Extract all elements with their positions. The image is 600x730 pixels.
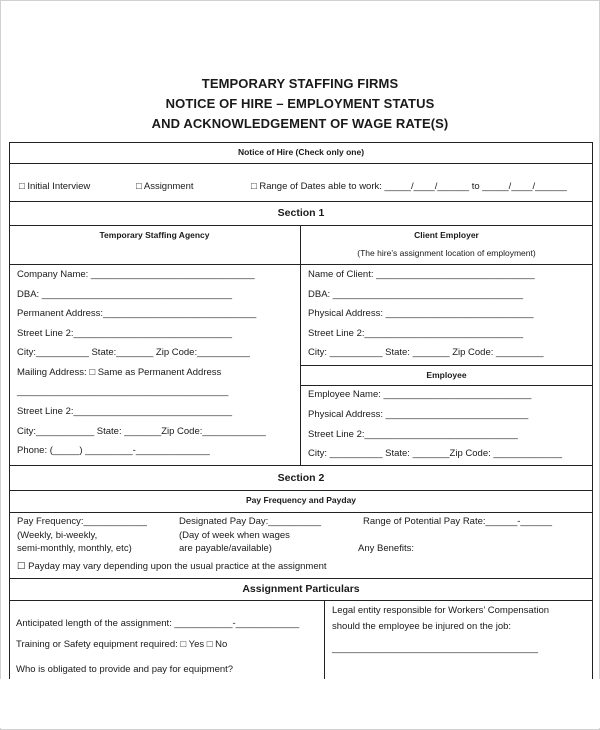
agency-header: Temporary Staffing Agency (99, 230, 210, 240)
client-street-line-2-field[interactable]: Street Line 2:______________________________ (308, 328, 524, 339)
pay-rate-range-field[interactable]: Range of Potential Pay Rate:______-______ (363, 516, 553, 527)
mailing-city-state-zip-field[interactable]: City:___________ State: _______Zip Code:____________ (17, 426, 266, 437)
permanent-address-field[interactable]: Permanent Address:_____________________________ (17, 308, 257, 319)
form-title-line-2: NOTICE OF HIRE – EMPLOYMENT STATUS (165, 96, 435, 111)
pay-frequency-hint-1: (Weekly, bi-weekly, (17, 530, 98, 541)
form-title-line-3: AND ACKNOWLEDGEMENT OF WAGE RATE(S) (151, 116, 449, 131)
checkbox-assignment[interactable]: □ Assignment (136, 181, 194, 192)
phone-field[interactable]: Phone: (_____) _________-______________ (17, 445, 210, 456)
client-physical-address-field[interactable]: Physical Address: ____________________________ (308, 308, 534, 319)
divider (300, 365, 593, 366)
section-2-header: Section 2 (277, 472, 325, 484)
divider (9, 225, 593, 226)
employee-physical-address-field[interactable]: Physical Address: ___________________________ (308, 409, 529, 420)
agency-city-state-zip-field[interactable]: City:__________ State:_______ Zip Code:__________ (17, 347, 250, 358)
client-subheader: (The hire’s assignment location of employment) (357, 248, 536, 258)
client-header: Client Employer (414, 230, 479, 240)
assignment-length-field[interactable]: Anticipated length of the assignment: ___________-____________ (16, 618, 300, 629)
workers-comp-label-1: Legal entity responsible for Workers’ Compensation (332, 605, 550, 616)
divider (9, 201, 593, 202)
client-dba-field[interactable]: DBA: ____________________________________ (308, 289, 524, 300)
employee-street-line-2-field[interactable]: Street Line 2:_____________________________ (308, 429, 518, 440)
notice-header: Notice of Hire (Check only one) (237, 147, 365, 157)
pay-frequency-field[interactable]: Pay Frequency:____________ (17, 516, 147, 527)
divider (9, 163, 593, 164)
agency-dba-field[interactable]: DBA: ____________________________________ (17, 289, 233, 300)
divider (9, 512, 593, 513)
divider (300, 225, 301, 465)
divider (324, 600, 325, 680)
divider (300, 385, 593, 386)
employee-city-state-zip-field[interactable]: City: __________ State: _______Zip Code: _____________ (308, 448, 563, 459)
workers-comp-label-2: should the employee be injured on the job: (332, 621, 512, 632)
pay-day-hint-2: are payable/available) (179, 543, 272, 554)
company-name-field[interactable]: Company Name: _______________________________ (17, 269, 255, 280)
divider (9, 264, 593, 265)
mailing-address-checkbox[interactable]: Mailing Address: □ Same as Permanent Address (17, 367, 222, 378)
agency-street-line-2-field[interactable]: Street Line 2:______________________________ (17, 328, 233, 339)
pay-frequency-hint-2: semi-monthly, monthly, etc) (17, 543, 132, 554)
equipment-obligation-question: Who is obligated to provide and pay for equipment? (16, 664, 234, 675)
section-1-header: Section 1 (277, 207, 325, 219)
checkbox-range-of-dates[interactable]: □ Range of Dates able to work: _____/____/______ to _____/____/______ (251, 181, 567, 192)
pay-frequency-header: Pay Frequency and Payday (245, 495, 357, 505)
benefits-field[interactable]: Any Benefits: (358, 543, 414, 554)
employee-header: Employee (426, 370, 467, 380)
employee-name-field[interactable]: Employee Name: ____________________________ (308, 389, 532, 400)
safety-equipment-checkbox[interactable]: Training or Safety equipment required: □ Yes □ No (16, 639, 228, 650)
mailing-address-field[interactable]: ________________________________________ (17, 386, 229, 397)
designated-pay-day-field[interactable]: Designated Pay Day:__________ (179, 516, 322, 527)
divider (9, 578, 593, 579)
payday-varies-checkbox[interactable]: ☐ Payday may vary depending upon the usual practice at the assignment (17, 561, 327, 572)
client-city-state-zip-field[interactable]: City: __________ State: _______ Zip Code: _________ (308, 347, 544, 358)
client-name-field[interactable]: Name of Client: ______________________________ (308, 269, 535, 280)
divider (9, 600, 593, 601)
page-cutoff (0, 679, 600, 728)
mailing-street-line-2-field[interactable]: Street Line 2:______________________________ (17, 406, 233, 417)
form-title-line-1: TEMPORARY STAFFING FIRMS (201, 76, 399, 91)
pay-day-hint-1: (Day of week when wages (179, 530, 290, 541)
divider (9, 465, 593, 466)
divider (9, 490, 593, 491)
workers-comp-field[interactable]: _______________________________________ (332, 643, 539, 654)
checkbox-initial-interview[interactable]: □ Initial Interview (19, 181, 91, 192)
assignment-particulars-header: Assignment Particulars (242, 583, 360, 595)
